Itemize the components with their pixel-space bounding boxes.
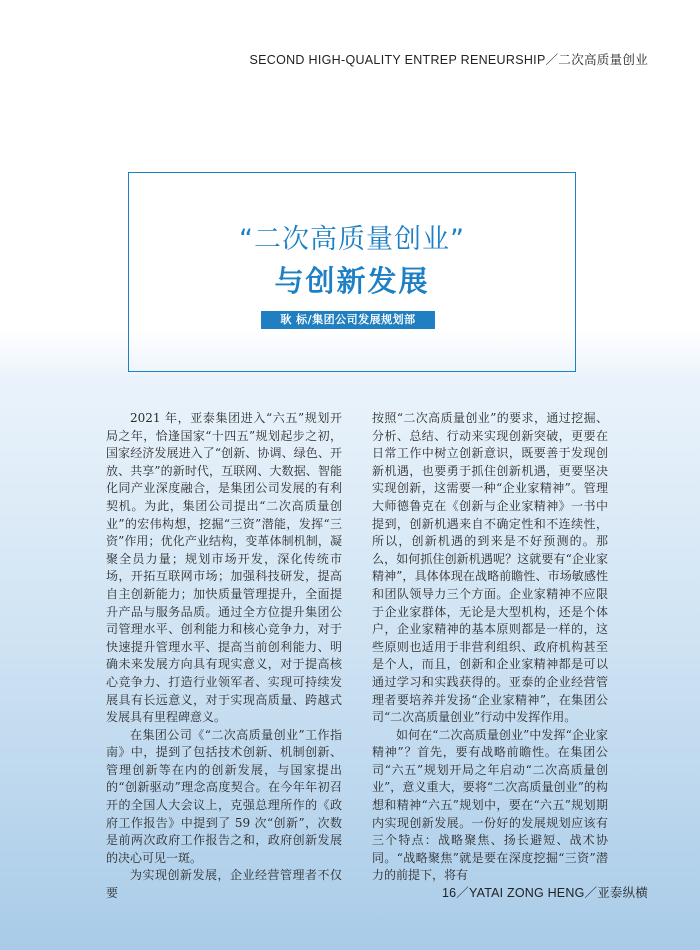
paragraph: 为实现创新发展，企业经营管理者不仅要 — [106, 868, 342, 901]
paragraph: 按照“二次高质量创业”的要求，通过挖掘、分析、总结、行动来实现创新突破，更要在日常工作中树立创新意识，既要善于发现创新机遇，也要勇于抓住创新机遇，更要坚决实现创新，这需要一种“企业家精神”。管理大师德鲁克在《创新与企业家精神》一书中提到，创新机遇来自不确定性和不连续性，所以，创新机遇的到来是不好预测的。那么，如何抓住创新机遇呢？这就要有“企业家精神”，具体体现在战略前瞻性、市场敏感性和团队领导力三个方面。企业家精神不应限于企业家群体，无论是大型机构，还是个体户，企业家精神的基本原则都是一样的，这些原则也适用于非营利组织、政府机构甚至是个人，而且，创新和企业家精神都是可以通过学习和实践获得的。亚泰的企业经营管理者要培养并发扬“企业家精神”，在集团公司“二次高质量创业”行动中发挥作用。 — [372, 411, 608, 725]
paragraph: 2021 年，亚泰集团进入“六五”规划开局之年，恰逢国家“十四五”规划起步之初，国家经济发展进入了“创新、协调、绿色、开放、共享”的新时代，互联网、大数据、智能化同产业深度融合，是集团公司发展的有利契机。为此，集团公司提出“二次高质量创业”的宏伟构想，挖掘“三资”潜能，发挥“三资”作用；优化产业结构，变革体制机制，凝聚全员力量；规划市场开发，深化传统市场，开拓互联网市场；加强科技研发，提高自主创新能力；加快质量管理提升，全面提升产品与服务品质。通过全方位提升集团公司管理水平、创利能力和核心竞争力，对于快速提升管理水平、提高当前创利能力、明确未来发展方向具有现实意义，对于提高核心竞争力、打造行业领军者、实现可持续发展具有长远意义，对于实现高质量、跨越式发展具有里程碑意义。 — [106, 411, 342, 725]
author-byline: 耿 标/集团公司发展规划部 — [261, 311, 435, 329]
paragraph: 在集团公司《“二次高质量创业”工作指南》中，提到了包括技术创新、机制创新、管理创新等在内的创新发展，与国家提出的“创新驱动”理念高度契合。在今年年初召开的全国人大会议上，克强总理所作的《政府工作报告》中提到了 59 次“创新”，次数是前两次政府工作报告之和，政府创新发展的决心可见一斑。 — [106, 727, 342, 865]
running-header: SECOND HIGH-QUALITY ENTREP RENEURSHIP／二次高质量创业 — [249, 53, 648, 67]
paragraph: 如何在“二次高质量创业”中发挥“企业家精神”？首先，要有战略前瞻性。在集团公司“六五”规划开局之年启动“二次高质量创业”，意义重大，要将“二次高质量创业”的构想和精神“六五”规划中，要在“六五”规划期内实现创新发展。一份好的发展规划应该有三个特点：战略聚焦、扬长避短、战术协同。“战略聚焦”就是要在深度挖掘“三资”潜力的前提下，将有 — [372, 727, 608, 883]
page-footer: 16／YATAI ZONG HENG／亚泰纵横 — [441, 886, 648, 900]
right-column — [372, 410, 608, 885]
title-box — [128, 172, 576, 372]
left-column — [106, 410, 342, 903]
article-title: “二次高质量创业” — [239, 224, 465, 255]
article-subtitle: 与创新发展 — [274, 264, 430, 298]
